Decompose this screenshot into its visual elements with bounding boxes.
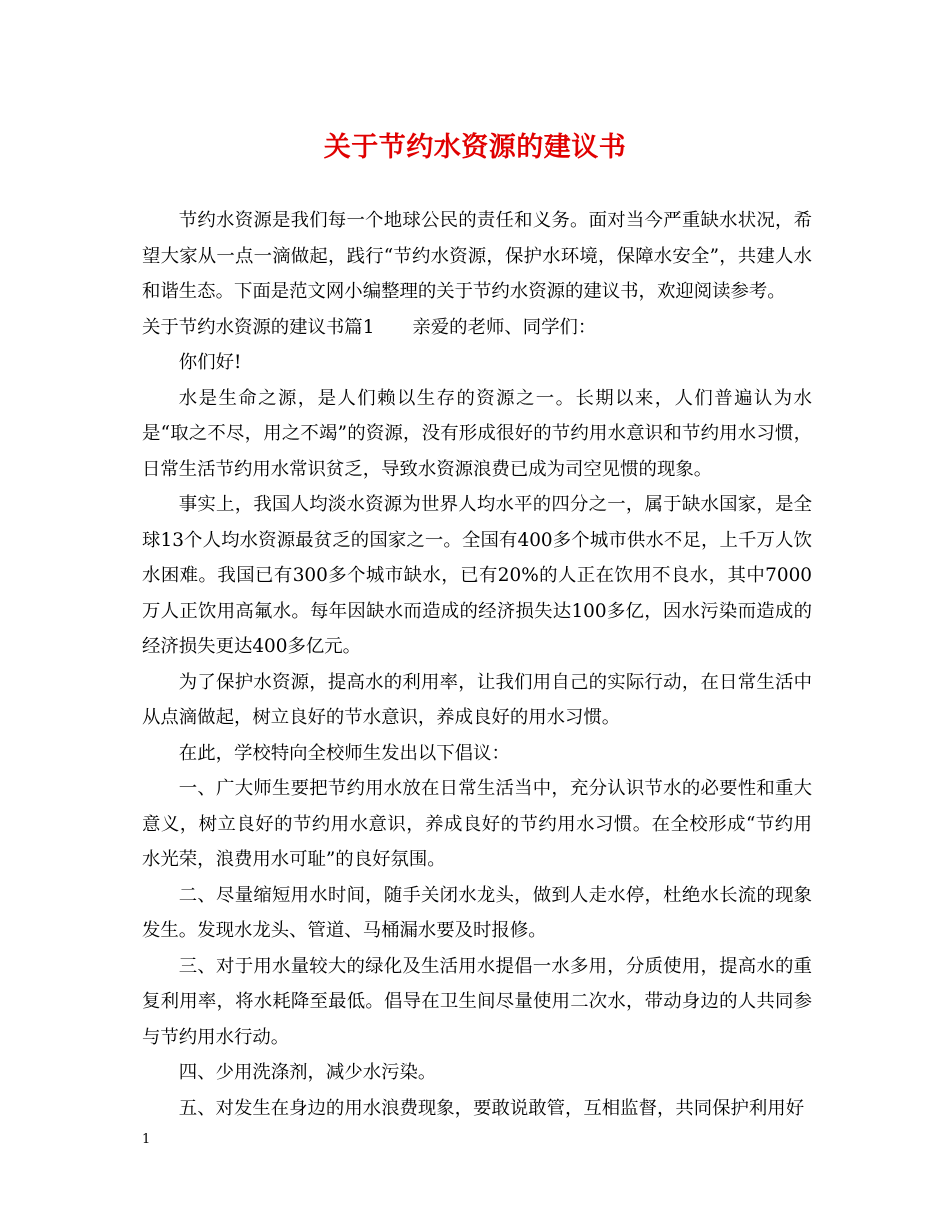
proposal-item: 二、尽量缩短用水时间，随手关闭水龙头，做到人走水停，杜绝水长流的现象发生。发现水龙头、管道、马桶漏水要及时报修。 [142,884,812,941]
body-paragraph: 在此，学校特向全校师生发出以下倡议： [178,742,510,764]
proposal-item: 一、广大师生要把节约用水放在日常生活当中，充分认识节水的必要性和重大意义，树立良好的节约用水意识，养成良好的节约用水习惯。在全校形成“节约用水光荣，浪费用水可耻”的良好氛围。 [142,778,812,870]
document-title: 关于节约水资源的建议书 [323,132,627,163]
body-paragraph: 事实上，我国人均淡水资源为世界人均水平的四分之一，属于缺水国家，是全球13个人均水资源最贫乏的国家之一。全国有400多个城市供水不足，上千万人饮水困难。我国已有300多个城市缺水，已有20%的人正在饮用不良水，其中7000万人正饮用高氟水。每年因缺水而造成的经济损失达100多亿，因水污染而造成的经济损失更达400多亿元。 [142,494,812,657]
proposal-item: 三、对于用水量较大的绿化及生活用水提倡一水多用，分质使用，提高水的重复利用率，将水耗降至最低。倡导在卫生间尽量使用二次水，带动身边的人共同参与节约用水行动。 [142,955,812,1048]
section-heading-line [142,310,812,346]
page-number: 1 [142,1132,151,1147]
intro-paragraph: 节约水资源是我们每一个地球公民的责任和义务。面对当今严重缺水状况，希望大家从一点一滴做起，践行“节约水资源，保护水环境，保障水安全”，共建人水和谐生态。下面是范文网小编整理的关于节约水资源的建议书，欢迎阅读参考。 [142,210,812,302]
body-paragraph: 水是生命之源，是人们赖以生存的资源之一。长期以来，人们普遍认为水是“取之不尽，用之不竭”的资源，没有形成很好的节约用水意识和节约用水习惯，日常生活节约用水常识贫乏，导致水资源浪费已成为司空见惯的现象。 [142,387,812,480]
salutation: 亲爱的老师、同学们： [412,316,597,338]
proposal-item: 五、对发生在身边的用水浪费现象，要敢说敢管，互相监督，共同保护利用好 [178,1097,805,1119]
body-paragraph: 为了保护水资源，提高水的利用率，让我们用自己的实际行动，在日常生活中从点滴做起，树立良好的节水意识，养成良好的用水习惯。 [142,671,812,728]
greeting: 你们好! [178,352,242,373]
document-body [142,203,812,1126]
proposal-item: 四、少用洗涤剂，减少水污染。 [178,1062,437,1083]
section-heading: 关于节约水资源的建议书篇1 [142,316,375,338]
